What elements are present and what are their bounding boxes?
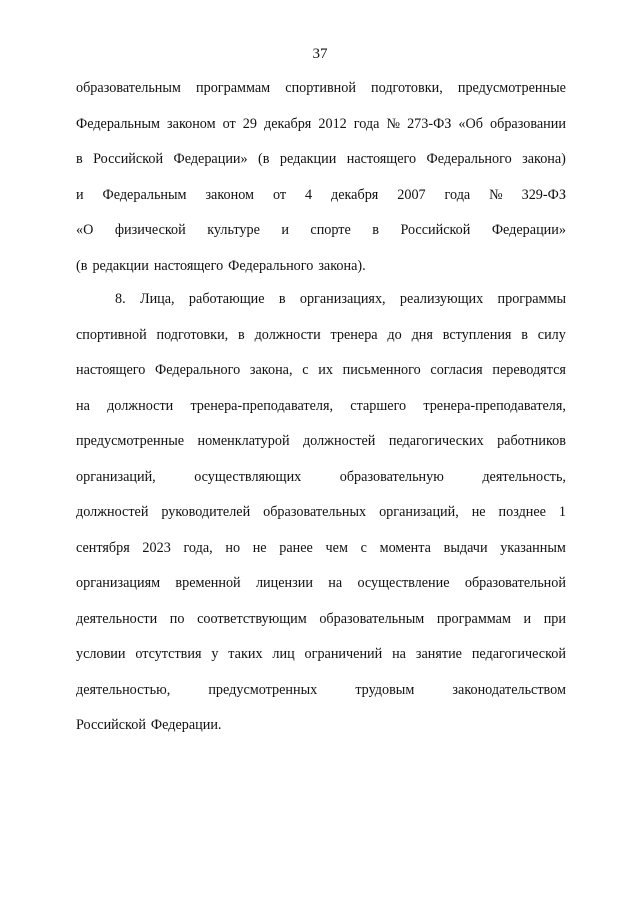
- word: педагогической: [471, 646, 566, 662]
- word: редакции: [279, 151, 337, 167]
- word: 2012: [318, 115, 347, 132]
- word: организациям: [76, 575, 161, 591]
- word: согласия: [430, 362, 483, 378]
- text-line: [76, 431, 566, 467]
- word: лиц: [272, 646, 295, 662]
- word: деятельности: [76, 610, 158, 627]
- word: года: [444, 186, 471, 203]
- text-line: [76, 680, 566, 716]
- word: деятельность,: [482, 468, 566, 485]
- word: «Об: [458, 115, 483, 132]
- text-line: [76, 114, 566, 150]
- word: Лица,: [139, 291, 175, 307]
- word: и: [281, 222, 289, 238]
- text-line: [76, 573, 566, 609]
- word: отсутствия: [135, 646, 202, 662]
- word: 273-ФЗ: [407, 115, 452, 132]
- word: 8.: [115, 291, 126, 307]
- word: настоящего: [153, 257, 224, 274]
- word: на: [328, 575, 343, 591]
- word: до: [387, 326, 402, 343]
- word: программы: [497, 291, 566, 307]
- word: 2023: [142, 539, 171, 556]
- text-line: [76, 538, 566, 574]
- word: (в: [258, 151, 270, 167]
- word: Федерации»: [173, 151, 248, 167]
- word: образовании: [490, 115, 566, 132]
- word: занятие: [415, 646, 462, 662]
- word: настоящего: [76, 362, 146, 378]
- word: предусмотренных: [208, 681, 318, 698]
- text-line: [76, 325, 566, 361]
- word: в: [372, 222, 379, 238]
- word: осуществление: [357, 575, 450, 591]
- word: декабря: [264, 115, 312, 132]
- text-line: [76, 715, 566, 751]
- word: образовательным: [319, 610, 425, 627]
- word: «О: [76, 222, 94, 238]
- word: подготовки,: [371, 80, 443, 96]
- text-line: [76, 467, 566, 503]
- text-line: [76, 289, 566, 325]
- word: письменного: [342, 362, 421, 378]
- word: позднее: [498, 504, 546, 520]
- word: не: [252, 539, 267, 556]
- word: закона).: [318, 257, 366, 274]
- word: сентября: [76, 539, 130, 556]
- word: образовательным: [76, 80, 181, 96]
- word: Федерального: [426, 151, 512, 167]
- word: Федерации.: [150, 717, 222, 733]
- word: указанным: [500, 539, 566, 556]
- word: у: [211, 646, 219, 662]
- word: редакции: [92, 257, 149, 274]
- word: но: [225, 539, 241, 556]
- word: старшего: [350, 397, 407, 414]
- word: 4: [304, 186, 313, 203]
- word: года,: [183, 539, 213, 556]
- word: дня: [411, 326, 433, 343]
- word: тренера: [330, 326, 378, 343]
- paragraph-2: [76, 289, 566, 751]
- word: законом: [167, 115, 216, 132]
- word: переводятся: [492, 362, 566, 378]
- word: спортивной: [285, 80, 356, 96]
- word: законом: [205, 186, 255, 203]
- word: номенклатурой: [197, 433, 290, 449]
- word: Российской: [93, 151, 164, 167]
- word: образовательных: [263, 504, 367, 520]
- word: настоящего: [346, 151, 417, 167]
- word: организаций,: [379, 504, 459, 520]
- word: вступления: [442, 326, 512, 343]
- page-number: 37: [312, 46, 328, 62]
- word: должностей: [302, 433, 376, 449]
- word: таких: [228, 646, 263, 662]
- word: Федерации»: [491, 222, 566, 238]
- word: с: [360, 539, 367, 556]
- word: реализующих: [399, 291, 484, 307]
- word: с: [302, 362, 309, 378]
- text-line: [76, 360, 566, 396]
- word: тренера-преподавателя,: [423, 397, 566, 414]
- word: Федерального: [228, 257, 314, 274]
- word: руководителей: [161, 504, 251, 520]
- word: должностей: [76, 504, 149, 520]
- word: в: [76, 151, 83, 167]
- text-line: [76, 149, 566, 185]
- word: организаций,: [76, 468, 156, 485]
- word: образовательную: [339, 468, 444, 485]
- text-line: [76, 78, 566, 114]
- word: №: [489, 186, 503, 203]
- text-line: [76, 609, 566, 645]
- word: законодательством: [452, 681, 566, 698]
- word: Российской: [76, 717, 146, 733]
- word: педагогических: [388, 433, 484, 449]
- text-line: [76, 220, 566, 256]
- word: Федерального: [155, 362, 241, 378]
- word: образовательной: [464, 575, 566, 591]
- word: трудовым: [355, 681, 415, 698]
- word: соответствующим: [197, 610, 307, 627]
- word: на: [392, 646, 406, 662]
- paragraph-1: [76, 78, 566, 291]
- word: программам: [436, 610, 511, 627]
- text-line: [76, 185, 566, 221]
- word: и: [76, 186, 84, 203]
- word: от: [272, 186, 287, 203]
- word: спорте: [310, 222, 351, 238]
- word: деятельностью,: [76, 681, 171, 698]
- word: физической: [114, 222, 186, 238]
- word: их: [318, 362, 333, 378]
- word: 29: [242, 115, 257, 132]
- word: должности: [107, 397, 174, 414]
- word: в: [238, 326, 245, 343]
- word: при: [543, 610, 566, 627]
- word: момента: [379, 539, 431, 556]
- word: закона): [522, 151, 566, 167]
- word: должности: [254, 326, 321, 343]
- word: спортивной: [76, 326, 147, 343]
- word: на: [76, 397, 90, 414]
- word: временной: [175, 575, 241, 591]
- word: в: [521, 326, 528, 343]
- word: и: [523, 610, 532, 627]
- word: декабря: [330, 186, 379, 203]
- word: года: [353, 115, 380, 132]
- text-line: [76, 502, 566, 538]
- word: в: [278, 291, 286, 307]
- word: осуществляющих: [194, 468, 302, 485]
- word: №: [386, 115, 401, 132]
- word: программам: [196, 80, 271, 96]
- word: работающие: [188, 291, 265, 307]
- word: подготовки,: [156, 326, 229, 343]
- word: Российской: [400, 222, 471, 238]
- word: от: [222, 115, 236, 132]
- word: лицензии: [255, 575, 313, 591]
- word: по: [169, 610, 185, 627]
- word: организациях,: [299, 291, 386, 307]
- word: ранее: [279, 539, 313, 556]
- word: выдачи: [443, 539, 488, 556]
- word: силу: [537, 326, 566, 343]
- word: Федеральным: [76, 115, 161, 132]
- word: закона,: [249, 362, 293, 378]
- text-line: [76, 396, 566, 432]
- word: 1: [558, 504, 566, 520]
- word: чем: [325, 539, 348, 556]
- word: условии: [76, 646, 126, 662]
- word: не: [471, 504, 486, 520]
- word: Федеральным: [102, 186, 187, 203]
- word: ограничений: [304, 646, 383, 662]
- text-line: [76, 256, 566, 292]
- word: (в: [76, 257, 88, 274]
- word: работников: [497, 433, 566, 449]
- text-line: [76, 644, 566, 680]
- word: 329-ФЗ: [521, 186, 566, 203]
- word: предусмотренные: [457, 80, 566, 96]
- word: культуре: [207, 222, 260, 238]
- word: предусмотренные: [76, 433, 185, 449]
- word: тренера-преподавателя,: [190, 397, 334, 414]
- word: 2007: [397, 186, 426, 203]
